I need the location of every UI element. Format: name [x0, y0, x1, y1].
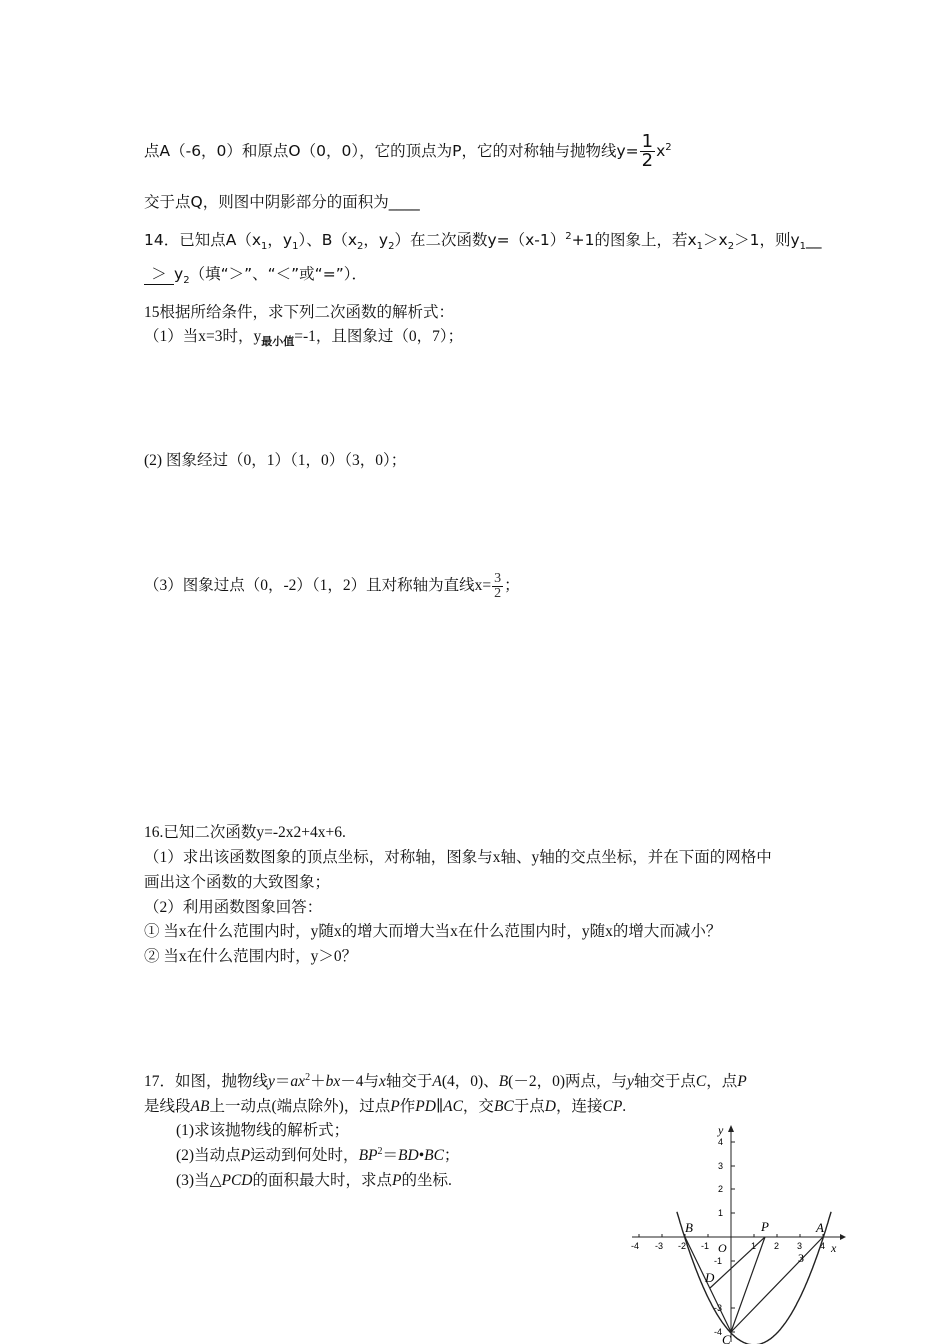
q14-sub: 1 [799, 241, 806, 253]
q17-t: 的坐标. [401, 1172, 452, 1189]
x-tick-label: -4 [631, 1241, 640, 1251]
q17-t: －4与 [340, 1073, 379, 1090]
q15-part1 [144, 324, 463, 349]
q13-text-b: x [656, 142, 666, 160]
q17-t: ，点 [706, 1073, 738, 1090]
q17-t: 17．如图，抛物线 [144, 1073, 269, 1090]
x-tick-label: 2 [774, 1241, 780, 1251]
q17-t: 是线段 [144, 1098, 191, 1115]
q17-var: P [392, 1172, 402, 1189]
q14-sup: 2 [565, 230, 572, 242]
q15-sub: 最小值 [261, 335, 295, 349]
parabola-curve [677, 1212, 831, 1344]
q17-sub2 [176, 1143, 459, 1165]
x-axis-label: x [831, 1241, 837, 1255]
q17-t: ，连接 [555, 1098, 603, 1115]
parabola-figure [628, 1122, 850, 1344]
q17-t: ，交 [462, 1098, 494, 1115]
q17-var: bx [325, 1073, 341, 1090]
label-3: 3 [798, 1251, 804, 1265]
q14-sub: 1 [261, 241, 268, 253]
q14-t: ）、B（x [298, 231, 357, 249]
q13-sup: 2 [665, 141, 672, 153]
q17-t: . [622, 1098, 627, 1115]
q14-sub: 1 [696, 241, 704, 253]
q17-t: ＝ [382, 1147, 399, 1164]
q17-var: P [240, 1147, 251, 1164]
q14-t: （填“＞”、“＜”或“=”）． [189, 265, 367, 283]
y-tick-label: 4 [718, 1137, 724, 1147]
q15-fraction [492, 572, 503, 601]
q17-var: CP [602, 1098, 623, 1115]
label-D: D [705, 1270, 715, 1285]
q17-t: 上一动点(端点除外)，过点 [209, 1098, 391, 1115]
q17-t: ； [443, 1147, 460, 1164]
q15-t: （3）图象过点（0，-2）（1，2）且对称轴为直线x= [144, 577, 492, 595]
q17-var: C [695, 1073, 707, 1090]
q16-line5: ① 当x在什么范围内时，y随x的增大而增大当x在什么范围内时，y随x的增大而减小？ [144, 923, 722, 940]
x-tick-label: 1 [751, 1241, 757, 1251]
q17-var: P [737, 1073, 747, 1090]
q17-t: ＋ [310, 1073, 326, 1090]
q17-var: AB [190, 1098, 210, 1115]
x-tick-label: -1 [701, 1241, 710, 1251]
q17-var: BC [493, 1098, 514, 1115]
y-tick-label: -1 [714, 1256, 723, 1266]
q17-t: ＝ [274, 1073, 291, 1090]
q14-sub: 2 [183, 275, 190, 287]
frac-numerator: 1 [641, 131, 654, 152]
q14-t: ，y [267, 231, 293, 249]
q13-line1 [144, 133, 672, 170]
label-A: A [816, 1220, 824, 1235]
q17-t: 作 [399, 1098, 416, 1115]
q17-var: y [626, 1073, 634, 1090]
frac-denominator: 2 [494, 586, 502, 601]
q17-var: y [268, 1073, 275, 1090]
q15-t: （1）当x=3时，y [144, 328, 262, 345]
label-B: B [685, 1220, 693, 1235]
q17-t: (2)当动点 [176, 1147, 241, 1164]
label-P: P [761, 1219, 769, 1234]
x-tick-label: 3 [797, 1241, 803, 1251]
q17-t: ∥ [435, 1098, 444, 1115]
q15-part2: (2) 图象经过（0，1）（1，0）（3，0）； [144, 452, 407, 469]
q14-sub: 1 [292, 241, 299, 253]
q13-text-a: 点A（-6，0）和原点O（0，0），它的顶点为P，它的对称轴与抛物线y= [144, 142, 639, 160]
q17-var: BP [358, 1147, 378, 1164]
q17-sup: 2 [377, 1145, 383, 1157]
q17-sup: 2 [305, 1071, 311, 1083]
frac-numerator: 3 [494, 571, 502, 586]
x-tick-labels [631, 1241, 825, 1251]
q15-t: ； [504, 577, 520, 595]
q17-var: AC [443, 1098, 463, 1115]
y-tick-label: 2 [718, 1184, 724, 1194]
q16-line6: ② 当x在什么范围内时，y＞0？ [144, 948, 358, 965]
q17-var: PCD [221, 1172, 253, 1189]
x-tick-label: 4 [820, 1241, 826, 1251]
frac-denominator: 2 [641, 150, 654, 171]
q16-line3: 画出这个函数的大致图象； [144, 874, 331, 891]
q17-t: (－2，0)两点，与 [508, 1073, 627, 1090]
segment-PC [731, 1237, 765, 1332]
answer-blank: ＞ [144, 262, 174, 285]
q17-var: x [378, 1073, 386, 1090]
y-tick-label: 3 [718, 1161, 724, 1171]
q14-t: ）在二次函数y=（x-1） [394, 231, 566, 249]
q17-var: D [544, 1098, 556, 1115]
q17-t: 于点 [513, 1098, 545, 1115]
q17-t: 轴交于点 [633, 1073, 696, 1090]
q17-t: (4，0)、 [441, 1073, 499, 1090]
q17-line2 [144, 1094, 626, 1116]
q16-line1: 16.已知二次函数y=-2x2+4x+6. [144, 824, 346, 841]
x-axis-arrow [840, 1234, 846, 1240]
q14-blank-tail: __ [806, 231, 822, 249]
q14-sub: 2 [727, 241, 735, 253]
q14-t: ，y [363, 231, 389, 249]
q14-t: +1的图象上，若x [571, 231, 697, 249]
q17-var: PD [415, 1098, 436, 1115]
q15-title: 15根据所给条件，求下列二次函数的解析式： [144, 304, 455, 321]
q17-var: ax [290, 1073, 306, 1090]
q14-sub: 2 [357, 241, 364, 253]
x-tick-label: -2 [678, 1241, 687, 1251]
segment-AC [731, 1237, 826, 1332]
q17-var: A [432, 1073, 442, 1090]
q17-sub3 [176, 1168, 452, 1190]
q17-var: P [390, 1098, 400, 1115]
label-C: C [722, 1332, 731, 1344]
q17-line1 [144, 1069, 747, 1091]
q16-line2: （1）求出该函数图象的顶点坐标，对称轴，图象与x轴、y轴的交点坐标，并在下面的网格中 [144, 849, 772, 866]
q16-line4: （2）利用函数图象回答： [144, 899, 323, 916]
q14-line2 [144, 262, 367, 286]
q17-sub1: (1)求该抛物线的解析式； [176, 1122, 350, 1139]
q17-t: 运动到何处时， [250, 1147, 359, 1164]
point-labels [685, 1219, 824, 1344]
y-tick-label: -4 [714, 1327, 723, 1337]
q15-t: =-1，且图象过（0，7）； [294, 328, 464, 345]
q14-t: ＞x [703, 231, 728, 249]
y-tick-label: 1 [718, 1208, 724, 1218]
q17-var: B [498, 1073, 509, 1090]
q14-sub: 2 [388, 241, 395, 253]
q14-t: 14．已知点A（x [144, 231, 261, 249]
y-axis-arrow [728, 1125, 734, 1132]
y-tick-label: -3 [714, 1303, 723, 1313]
q14-t: ＞1，则y [734, 231, 800, 249]
q14-line1 [144, 228, 822, 252]
q13-line2: 交于点Q，则图中阴影部分的面积为____ [144, 193, 420, 211]
q15-part3 [144, 572, 520, 601]
q17-t: 轴交于 [385, 1073, 433, 1090]
x-tick-label: -3 [655, 1241, 664, 1251]
q17-t: (3)当△ [176, 1172, 222, 1189]
q17-var: BD•BC [398, 1147, 444, 1164]
q13-fraction [640, 133, 655, 170]
q17-t: 的面积最大时，求点 [252, 1172, 393, 1189]
q14-t: y [174, 265, 184, 283]
y-axis-label: y [718, 1123, 724, 1137]
origin-label: O [718, 1241, 727, 1255]
